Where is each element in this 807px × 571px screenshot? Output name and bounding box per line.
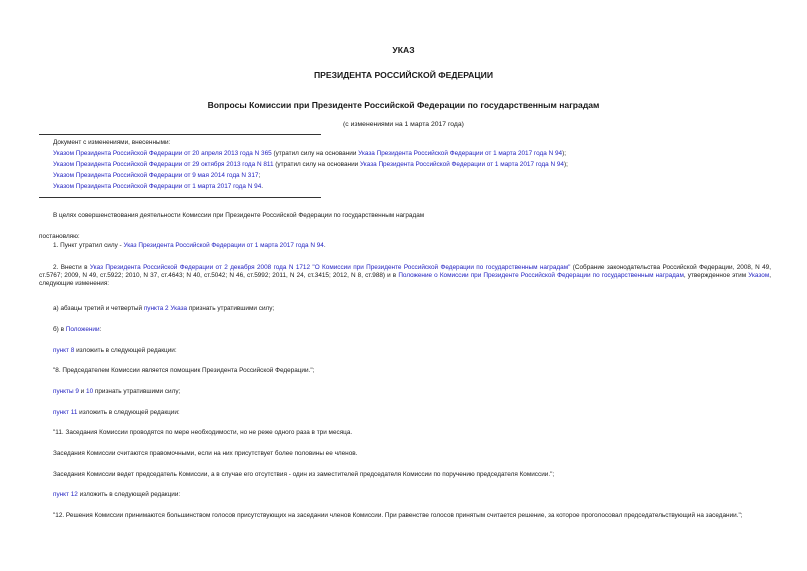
item-b: б) в Положении: [53,326,102,333]
point-9-link[interactable]: пункты 9 [53,388,79,395]
change-item-3: Указом Президента Российской Федерации от 9 мая 2014 года N 317; [53,172,261,179]
preamble: В целях совершенствования деятельности Комиссии при Президенте Российской Федерации по государственным наградам [53,212,425,219]
point-11-quote-2: Заседания Комиссии считаются правомочными, если на них присутствует более половины ее членов. [53,450,358,457]
point-10-link[interactable]: 10 [86,388,94,395]
doc-subject: Вопросы Комиссии при Президенте Российской Федерации по государственным наградам [207,100,600,110]
point-12-link[interactable]: пункт 12 [53,491,78,498]
divider-bottom [39,197,321,198]
point-11-link[interactable]: пункт 11 [53,409,78,416]
item-b-link[interactable]: Положении [65,326,100,333]
change-item-2: Указом Президента Российской Федерации от 29 октября 2013 года N 811 (утратил силу на основании Указа Президента Российской Федерации от 1 марта 2017 года N 94); [53,161,568,168]
item-a: а) абзацы третий и четвертый пункта 2 Указа признать утратившими силу; [53,305,275,312]
point-12-instruction: пункт 12 изложить в следующей редакции: [53,491,181,498]
decree-link[interactable]: Указом [748,272,770,279]
point-11-quote-1: "11. Заседания Комиссии проводятся по мере необходимости, но не реже одного раза в три месяца. [53,429,353,436]
change-item-4: Указом Президента Российской Федерации от 1 марта 2017 года N 94. [53,183,264,190]
point-8-instruction: пункт 8 изложить в следующей редакции: [53,347,177,354]
point-8-quote: "8. Председателем Комиссии является помощник Президента Российской Федерации."; [53,367,315,374]
point-8-link[interactable]: пункт 8 [53,347,75,354]
doc-issuer: ПРЕЗИДЕНТА РОССИЙСКОЙ ФЕДЕРАЦИИ [313,70,494,80]
item-a-link[interactable]: пункта 2 Указа [143,305,188,312]
decree-word: постановляю: [39,233,80,240]
change-item-1: Указом Президента Российской Федерации от 20 апреля 2013 года N 365 (утратил силу на основании Указа Президента Российской Федерации от 1 марта 2017 года N 94); [53,150,566,157]
paragraph-2: 2. Внести в Указ Президента Российской Федерации от 2 декабря 2008 года N 1712 "О Комиссии при Президенте Российской Федерации по государственным наградам" (Собрание законодательства Российской Федерации, 2008, N 49, ст.5767; 2009, N 49, ст.5922; 2010, N 37, ст.4643; N 40, ст.5042; N 46, ст.5992; 2011, N 24, ст.3415; 2012, N 8, ст.988) и в Положение о Комиссии при Президенте Российской Федерации по государственным наградам, утвержденное этим Указом, следующие изменения: [39,264,771,287]
change-link-3[interactable]: Указом Президента Российской Федерации от 9 мая 2014 года N 317 [53,172,259,179]
changes-intro: Документ с изменениями, внесенными: [53,139,171,146]
decree-1712-link[interactable]: Указ Президента Российской Федерации от 2 декабря 2008 года N 1712 "О Комиссии при Президенте Российской Федерации по государственным наградам" [89,264,571,271]
paragraph-1: 1. Пункт утратил силу - Указ Президента Российской Федерации от 1 марта 2017 года N 94. [53,242,326,249]
doc-title: УКАЗ [392,45,415,55]
regulation-link[interactable]: Положение о Комиссии при Президенте Российской Федерации по государственным наградам [398,272,684,279]
divider-top [39,134,321,135]
doc-edition: (с изменениями на 1 марта 2017 года) [343,121,464,128]
point-11-instruction: пункт 11 изложить в следующей редакции: [53,409,180,416]
point-12-quote: "12. Решения Комиссии принимаются большинством голосов присутствующих на заседании членов Комиссии. При равенстве голосов принятым считается решение, за которое проголосовал председательствующий на заседании."; [53,512,743,519]
change-link-1[interactable]: Указом Президента Российской Федерации от 20 апреля 2013 года N 365 [53,150,272,157]
change-link-2[interactable]: Указом Президента Российской Федерации от 29 октября 2013 года N 811 [53,161,274,168]
change-link-1-repeal[interactable]: Указа Президента Российской Федерации от 1 марта 2017 года N 94 [358,150,563,157]
change-link-4[interactable]: Указом Президента Российской Федерации от 1 марта 2017 года N 94 [53,183,262,190]
points-9-10: пункты 9 и 10 признать утратившими силу; [53,388,181,395]
paragraph-1-link[interactable]: Указ Президента Российской Федерации от 1 марта 2017 года N 94 [123,242,324,249]
point-11-quote-3: Заседания Комиссии ведет председатель Комиссии, а в случае его отсутствия - один из заместителей председателя Комиссии по поручению председателя Комиссии."; [53,471,555,478]
change-link-2-repeal[interactable]: Указа Президента Российской Федерации от 1 марта 2017 года N 94 [360,161,564,168]
